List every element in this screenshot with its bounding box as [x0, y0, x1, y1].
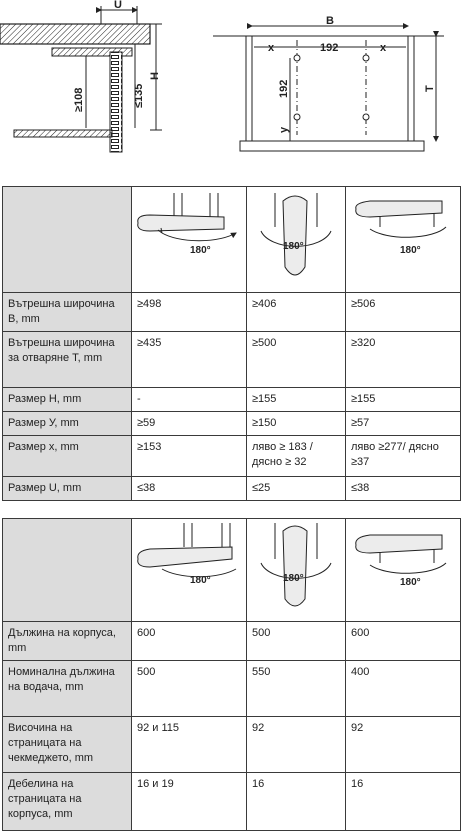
illustration-board-top: [346, 187, 461, 293]
rotation-label: 180°: [400, 577, 421, 588]
illustration-board-side: [132, 519, 247, 622]
table-row: [3, 477, 461, 501]
cell-value: 400: [346, 661, 461, 717]
cell-value: 16: [247, 773, 346, 831]
illustration-board-top: [346, 519, 461, 622]
row-label: Височина на страницата на чекмеджето, mm: [3, 717, 132, 773]
side-section-drawing: [0, 0, 162, 152]
row-label: Размер x, mm: [3, 436, 132, 477]
dim-192-vertical: 192: [278, 79, 290, 98]
cell-value: ≥435: [132, 332, 247, 388]
dim-x-left: x: [268, 42, 275, 54]
cell-value: ≥498: [132, 293, 247, 332]
cell-value: ≥59: [132, 412, 247, 436]
dim-108-label: ≥108: [73, 87, 85, 112]
cell-value: 16: [346, 773, 461, 831]
dim-h-label: H: [149, 72, 161, 80]
row-label: Вътрешна широчина за отваряне T, mm: [3, 332, 132, 388]
row-label: Размер U, mm: [3, 477, 132, 501]
table-header-row: [3, 519, 461, 622]
row-label: Дебелина на страницата на корпуса, mm: [3, 773, 132, 831]
table-row: [3, 661, 461, 717]
compatibility-table-2: [2, 518, 461, 831]
header-empty-cell: [3, 519, 132, 622]
cell-value: 16 и 19: [132, 773, 247, 831]
cell-value: ≥406: [247, 293, 346, 332]
cell-value: ≤38: [132, 477, 247, 501]
illustration-board-vertical: [247, 187, 346, 293]
cell-value: ≥153: [132, 436, 247, 477]
illustration-board-side: [132, 187, 247, 293]
cell-value: ≥320: [346, 332, 461, 388]
cell-value: 500: [247, 622, 346, 661]
rotation-label: 180°: [190, 245, 211, 256]
rotation-label: 180°: [400, 245, 421, 256]
cell-value: 500: [132, 661, 247, 717]
cell-value: 600: [346, 622, 461, 661]
cell-value: ≥150: [247, 412, 346, 436]
cell-value: ляво ≥ 183 /дясно ≥ 32: [247, 436, 346, 477]
rotation-label: 180°: [190, 575, 211, 586]
cell-value: ≥155: [247, 388, 346, 412]
cell-value: ≤25: [247, 477, 346, 501]
cell-value: -: [132, 388, 247, 412]
cell-value: 92: [247, 717, 346, 773]
row-label: Номинална дължина на водача, mm: [3, 661, 132, 717]
cell-value: 550: [247, 661, 346, 717]
dim-b-label: B: [326, 15, 334, 27]
illustration-board-vertical: [247, 519, 346, 622]
cell-value: ≥506: [346, 293, 461, 332]
dim-x-right: x: [380, 42, 387, 54]
dim-u-label: U: [114, 0, 122, 11]
front-view-drawing: [213, 15, 444, 151]
row-label: Вътрешна широчина B, mm: [3, 293, 132, 332]
table-row: [3, 436, 461, 477]
rotation-label: 180°: [283, 573, 304, 584]
table-row: [3, 773, 461, 831]
header-empty-cell: [3, 187, 132, 293]
technical-drawing: [0, 0, 462, 170]
rotation-label: 180°: [283, 241, 304, 252]
row-label: Размер У, mm: [3, 412, 132, 436]
table-row: [3, 332, 461, 388]
table-row: [3, 717, 461, 773]
row-label: Размер H, mm: [3, 388, 132, 412]
table-row: [3, 293, 461, 332]
row-label: Дължина на корпуса, mm: [3, 622, 132, 661]
cell-value: 92 и 115: [132, 717, 247, 773]
table-header-row: [3, 187, 461, 293]
cell-value: ляво ≥277/ дясно ≥37: [346, 436, 461, 477]
dim-135-label: ≤135: [133, 83, 145, 108]
cell-value: ≥500: [247, 332, 346, 388]
table-row: [3, 412, 461, 436]
cell-value: ≤38: [346, 477, 461, 501]
dim-t-label: T: [424, 85, 436, 92]
table-row: [3, 622, 461, 661]
cell-value: 92: [346, 717, 461, 773]
cell-value: ≥57: [346, 412, 461, 436]
table-row: [3, 388, 461, 412]
dim-y-label: y: [278, 126, 290, 133]
cell-value: 600: [132, 622, 247, 661]
compatibility-table-1: [2, 186, 461, 501]
dim-192-horizontal: 192: [320, 42, 339, 54]
cell-value: ≥155: [346, 388, 461, 412]
